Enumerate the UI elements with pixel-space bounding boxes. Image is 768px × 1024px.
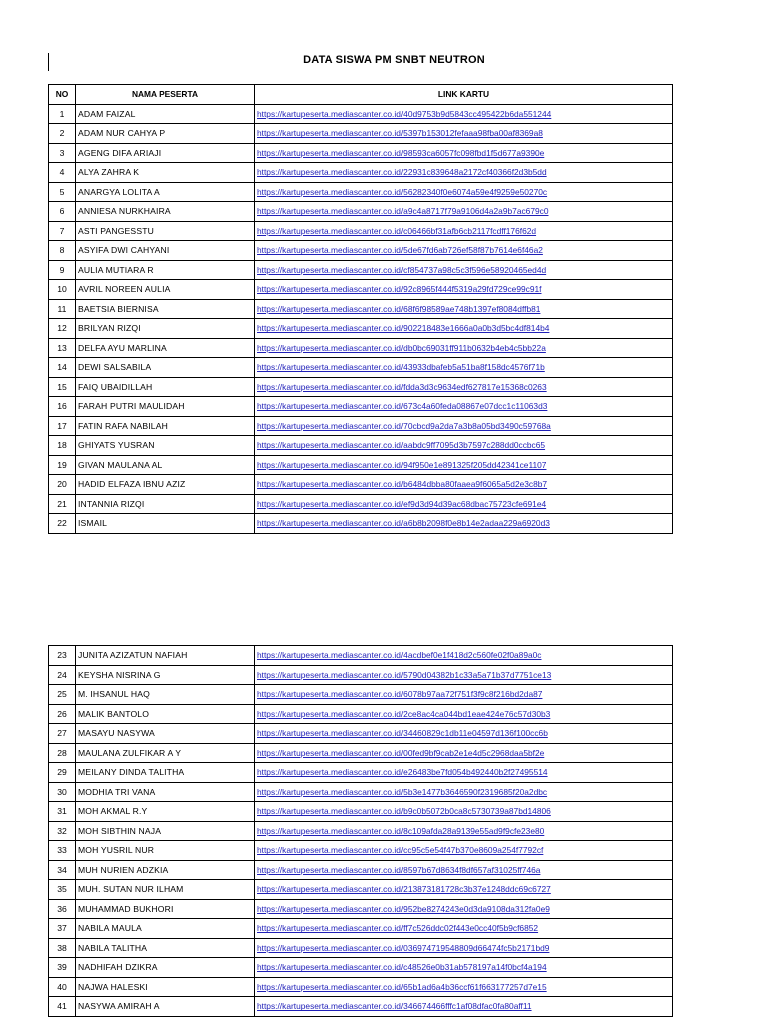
card-link[interactable]: https://kartupeserta.mediascanter.co.id/b6484dbba80faaea9f6065a5d2e3c8b7 [257, 479, 548, 490]
card-link-cell [255, 802, 673, 822]
card-link[interactable]: https://kartupeserta.mediascanter.co.id/4acdbef0e1f418d2c560fe02f0a89a0c [257, 650, 542, 661]
row-number: 36 [49, 899, 76, 919]
table-row [49, 377, 673, 397]
row-number: 14 [49, 358, 76, 378]
card-link[interactable]: https://kartupeserta.mediascanter.co.id/5de67fd6ab726ef58f87b7614e6f46a2 [257, 245, 543, 256]
participant-name: ADAM NUR CAHYA P [76, 124, 255, 144]
table-row [49, 221, 673, 241]
card-link[interactable]: https://kartupeserta.mediascanter.co.id/00fed9bf9cab2e1e4d5c2968daa5bf2e [257, 747, 545, 758]
participant-name: MOH SIBTHIN NAJA [76, 821, 255, 841]
table-row [49, 436, 673, 456]
card-link[interactable]: https://kartupeserta.mediascanter.co.id/fdda3d3c9634edf627817e15368c0263 [257, 381, 547, 392]
card-link[interactable]: https://kartupeserta.mediascanter.co.id/56282340f0e6074a59e4f9259e50270c [257, 186, 548, 197]
row-number: 30 [49, 782, 76, 802]
participant-name: MODHIA TRI VANA [76, 782, 255, 802]
card-link-cell [255, 724, 673, 744]
table-row [49, 665, 673, 685]
participant-name: MUHAMMAD BUKHORI [76, 899, 255, 919]
participant-name: MUH NURIEN ADZKIA [76, 860, 255, 880]
card-link[interactable]: https://kartupeserta.mediascanter.co.id/c48526e0b31ab578197a14f0bcf4a194 [257, 962, 547, 973]
card-link[interactable]: https://kartupeserta.mediascanter.co.id/2ce8ac4ca044bd1eae424e76c57d30b3 [257, 708, 551, 719]
card-link[interactable]: https://kartupeserta.mediascanter.co.id/db0bc69031ff911b0632b4eb4c5bb22a [257, 342, 546, 353]
card-link-cell [255, 260, 673, 280]
card-link-cell [255, 377, 673, 397]
card-link-cell [255, 841, 673, 861]
row-number: 4 [49, 163, 76, 183]
card-link-cell [255, 319, 673, 339]
participant-name: BRILYAN RIZQI [76, 319, 255, 339]
card-link-cell [255, 860, 673, 880]
card-link[interactable]: https://kartupeserta.mediascanter.co.id/34460829c1db11e04597d136f100cc6b [257, 728, 548, 739]
row-number: 16 [49, 397, 76, 417]
table-row [49, 514, 673, 534]
card-link-cell [255, 202, 673, 222]
table-row [49, 494, 673, 514]
card-link[interactable]: https://kartupeserta.mediascanter.co.id/b9c0b5072b0ca8c5730739a87bd14806 [257, 806, 551, 817]
table-row [49, 938, 673, 958]
card-link[interactable]: https://kartupeserta.mediascanter.co.id/5790d04382b1c33a5a71b37d7751ce13 [257, 669, 552, 680]
table-row [49, 899, 673, 919]
card-link[interactable]: https://kartupeserta.mediascanter.co.id/cc95c5e54f47b370e8609a254f7792cf [257, 845, 544, 856]
row-number: 15 [49, 377, 76, 397]
card-link-cell [255, 899, 673, 919]
table-row [49, 685, 673, 705]
card-link[interactable]: https://kartupeserta.mediascanter.co.id/22931c839648a2172cf40366f2d3b5dd [257, 167, 547, 178]
participant-name: MASAYU NASYWA [76, 724, 255, 744]
card-link[interactable]: https://kartupeserta.mediascanter.co.id/a9c4a8717f79a9106d4a2a9b7ac679c0 [257, 206, 549, 217]
row-number: 33 [49, 841, 76, 861]
participant-name: MOH YUSRIL NUR [76, 841, 255, 861]
row-number: 7 [49, 221, 76, 241]
participant-name: FARAH PUTRI MAULIDAH [76, 397, 255, 417]
card-link-cell [255, 104, 673, 124]
row-number: 20 [49, 475, 76, 495]
row-number: 17 [49, 416, 76, 436]
card-link[interactable]: https://kartupeserta.mediascanter.co.id/a6b8b2098f0e8b14e2adaa229a6920d3 [257, 518, 550, 529]
table-row [49, 860, 673, 880]
card-link-cell [255, 416, 673, 436]
table-row [49, 802, 673, 822]
card-link-cell [255, 475, 673, 495]
participant-name: ASYIFA DWI CAHYANI [76, 241, 255, 261]
participant-name: AGENG DIFA ARIAJI [76, 143, 255, 163]
participant-name: AVRIL NOREEN AULIA [76, 280, 255, 300]
row-number: 25 [49, 685, 76, 705]
table-row [49, 646, 673, 666]
card-link-cell [255, 494, 673, 514]
participant-name: ALYA ZAHRA K [76, 163, 255, 183]
table-row [49, 724, 673, 744]
row-number: 8 [49, 241, 76, 261]
participant-name: DEWI SALSABILA [76, 358, 255, 378]
table-row [49, 143, 673, 163]
row-number: 39 [49, 958, 76, 978]
header-name: NAMA PESERTA [76, 85, 255, 105]
header-link: LINK KARTU [255, 85, 673, 105]
card-link-cell [255, 958, 673, 978]
card-link-cell [255, 514, 673, 534]
row-number: 9 [49, 260, 76, 280]
table-row [49, 455, 673, 475]
card-link-cell [255, 763, 673, 783]
card-link-cell [255, 997, 673, 1017]
table-row [49, 743, 673, 763]
table-row [49, 163, 673, 183]
card-link[interactable]: https://kartupeserta.mediascanter.co.id/92c8965f444f5319a29fd729ce99c91f [257, 284, 542, 295]
participant-name: ANARGYA LOLITA A [76, 182, 255, 202]
participant-name: HADID ELFAZA IBNU AZIZ [76, 475, 255, 495]
participant-name: BAETSIA BIERNISA [76, 299, 255, 319]
card-link-cell [255, 455, 673, 475]
row-number: 6 [49, 202, 76, 222]
card-link-cell [255, 397, 673, 417]
participant-name: KEYSHA NISRINA G [76, 665, 255, 685]
card-link[interactable]: https://kartupeserta.mediascanter.co.id/ef9d3d94d39ac68dbac75723cfe691e4 [257, 498, 547, 509]
row-number: 26 [49, 704, 76, 724]
card-link[interactable]: https://kartupeserta.mediascanter.co.id/5397b153012fefaaa98fba00af8369a8 [257, 128, 543, 139]
row-number: 18 [49, 436, 76, 456]
card-link-cell [255, 977, 673, 997]
card-link-cell [255, 704, 673, 724]
participant-name: INTANNIA RIZQI [76, 494, 255, 514]
card-link-cell [255, 124, 673, 144]
card-link[interactable]: https://kartupeserta.mediascanter.co.id/98593ca6057fc098fbd1f5d677a9390e [257, 147, 545, 158]
card-link[interactable]: https://kartupeserta.mediascanter.co.id/5b3e1477b3646590f2319685f20a2dbc [257, 786, 548, 797]
participant-name: NAJWA HALESKI [76, 977, 255, 997]
row-number: 34 [49, 860, 76, 880]
card-link-cell [255, 163, 673, 183]
card-link-cell [255, 821, 673, 841]
table-row [49, 763, 673, 783]
table-row [49, 880, 673, 900]
participant-name: NABILA MAULA [76, 919, 255, 939]
header-no: NO [49, 85, 76, 105]
card-link-cell [255, 182, 673, 202]
table-row [49, 241, 673, 261]
table-header-row [49, 85, 673, 105]
row-number: 2 [49, 124, 76, 144]
participant-name: MEILANY DINDA TALITHA [76, 763, 255, 783]
row-number: 21 [49, 494, 76, 514]
row-number: 31 [49, 802, 76, 822]
card-link[interactable]: https://kartupeserta.mediascanter.co.id/94f950e1e891325f205dd42341ce1107 [257, 459, 547, 470]
row-number: 29 [49, 763, 76, 783]
row-number: 13 [49, 338, 76, 358]
row-number: 24 [49, 665, 76, 685]
row-number: 5 [49, 182, 76, 202]
participant-name: AULIA MUTIARA R [76, 260, 255, 280]
participant-name: ADAM FAIZAL [76, 104, 255, 124]
participant-name: GIVAN MAULANA AL [76, 455, 255, 475]
participant-name: MALIK BANTOLO [76, 704, 255, 724]
row-number: 3 [49, 143, 76, 163]
card-link-cell [255, 685, 673, 705]
card-link[interactable]: https://kartupeserta.mediascanter.co.id/036974719548809d66474fc5b2171bd9 [257, 942, 550, 953]
row-number: 11 [49, 299, 76, 319]
table-row [49, 977, 673, 997]
card-link-cell [255, 782, 673, 802]
row-number: 19 [49, 455, 76, 475]
participant-name: DELFA AYU MARLINA [76, 338, 255, 358]
card-link-cell [255, 143, 673, 163]
table-row [49, 202, 673, 222]
card-link-cell [255, 221, 673, 241]
table-row [49, 841, 673, 861]
participant-name: ISMAIL [76, 514, 255, 534]
row-number: 35 [49, 880, 76, 900]
card-link[interactable]: https://kartupeserta.mediascanter.co.id/8597b67d8634f8df657af31025ff746a [257, 864, 541, 875]
participant-name: ASTI PANGESSTU [76, 221, 255, 241]
participant-name: NABILA TALITHA [76, 938, 255, 958]
table-row [49, 124, 673, 144]
row-number: 28 [49, 743, 76, 763]
card-link-cell [255, 646, 673, 666]
student-table-part-2 [48, 645, 673, 1017]
table-row [49, 397, 673, 417]
table-row [49, 919, 673, 939]
table-row [49, 997, 673, 1017]
table-row [49, 260, 673, 280]
participant-name: MOH AKMAL R.Y [76, 802, 255, 822]
card-link[interactable]: https://kartupeserta.mediascanter.co.id/8c109afda28a9139e55ad9f9cfe23e80 [257, 825, 545, 836]
card-link[interactable]: https://kartupeserta.mediascanter.co.id/6078b97aa72f751f3f9c8f216bd2da87 [257, 689, 543, 700]
card-link-cell [255, 280, 673, 300]
table-row [49, 319, 673, 339]
table-row [49, 704, 673, 724]
table-row [49, 475, 673, 495]
card-link-cell [255, 436, 673, 456]
row-number: 40 [49, 977, 76, 997]
row-number: 41 [49, 997, 76, 1017]
card-link-cell [255, 880, 673, 900]
row-number: 1 [49, 104, 76, 124]
participant-name: M. IHSANUL HAQ [76, 685, 255, 705]
card-link[interactable]: https://kartupeserta.mediascanter.co.id/c06466bf31afb6cb2117fcdff176f62d [257, 225, 537, 236]
table-row [49, 782, 673, 802]
card-link-cell [255, 919, 673, 939]
row-number: 22 [49, 514, 76, 534]
card-link-cell [255, 241, 673, 261]
card-link-cell [255, 299, 673, 319]
row-number: 23 [49, 646, 76, 666]
document-title: DATA SISWA PM SNBT NEUTRON [303, 54, 485, 66]
table-row [49, 821, 673, 841]
table-row [49, 338, 673, 358]
card-link[interactable]: https://kartupeserta.mediascanter.co.id/cf854737a98c5c3f596e58920465ed4d [257, 264, 547, 275]
card-link[interactable]: https://kartupeserta.mediascanter.co.id/70cbcd9a2da7a3b8a05bd3490c59768a [257, 420, 551, 431]
table-row [49, 104, 673, 124]
card-link[interactable]: https://kartupeserta.mediascanter.co.id/952be8274243e0d3da9108da312fa0e9 [257, 903, 550, 914]
row-number: 32 [49, 821, 76, 841]
participant-name: FAIQ UBAIDILLAH [76, 377, 255, 397]
participant-name: MAULANA ZULFIKAR A Y [76, 743, 255, 763]
card-link[interactable]: https://kartupeserta.mediascanter.co.id/e26483be7fd054b492440b2f27495514 [257, 767, 548, 778]
participant-name: MUH. SUTAN NUR ILHAM [76, 880, 255, 900]
table-row [49, 280, 673, 300]
row-number: 27 [49, 724, 76, 744]
card-link-cell [255, 338, 673, 358]
row-number: 10 [49, 280, 76, 300]
student-table-part-1 [48, 84, 673, 534]
table-row [49, 958, 673, 978]
participant-name: NASYWA AMIRAH A [76, 997, 255, 1017]
participant-name: NADHIFAH DZIKRA [76, 958, 255, 978]
table-row [49, 299, 673, 319]
row-number: 12 [49, 319, 76, 339]
card-link-cell [255, 665, 673, 685]
card-link[interactable]: https://kartupeserta.mediascanter.co.id/902218483e1666a0a0b3d5bc4df814b4 [257, 323, 550, 334]
row-number: 38 [49, 938, 76, 958]
table-row [49, 358, 673, 378]
participant-name: JUNITA AZIZATUN NAFIAH [76, 646, 255, 666]
card-link[interactable]: https://kartupeserta.mediascanter.co.id/68f6f98589ae748b1397ef8084dffb81 [257, 303, 541, 314]
participant-name: FATIN RAFA NABILAH [76, 416, 255, 436]
card-link-cell [255, 358, 673, 378]
card-link-cell [255, 938, 673, 958]
card-link[interactable]: https://kartupeserta.mediascanter.co.id/40d9753b9d5843cc495422b6da551244 [257, 108, 552, 119]
row-number: 37 [49, 919, 76, 939]
card-link[interactable]: https://kartupeserta.mediascanter.co.id/aabdc9ff7095d3b7597c288dd0ccbc65 [257, 440, 546, 451]
participant-name: GHIYATS YUSRAN [76, 436, 255, 456]
table-row [49, 416, 673, 436]
card-link[interactable]: https://kartupeserta.mediascanter.co.id/673c4a60feda08867e07dcc1c11063d3 [257, 401, 548, 412]
card-link[interactable]: https://kartupeserta.mediascanter.co.id/346674466fffc1af08dfac0fa80aff11 [257, 1001, 532, 1012]
card-link[interactable]: https://kartupeserta.mediascanter.co.id/ff7c526ddc02f443e0cc40f5b9cf6852 [257, 923, 539, 934]
card-link[interactable]: https://kartupeserta.mediascanter.co.id/213873181728c3b37e1248ddc69c6727 [257, 884, 551, 895]
table-row [49, 182, 673, 202]
card-link[interactable]: https://kartupeserta.mediascanter.co.id/43933dbafeb5a51ba8f158dc4576f71b [257, 362, 545, 373]
card-link[interactable]: https://kartupeserta.mediascanter.co.id/65b1ad6a4b36ccf61f663177257d7e15 [257, 981, 547, 992]
participant-name: ANNIESA NURKHAIRA [76, 202, 255, 222]
card-link-cell [255, 743, 673, 763]
